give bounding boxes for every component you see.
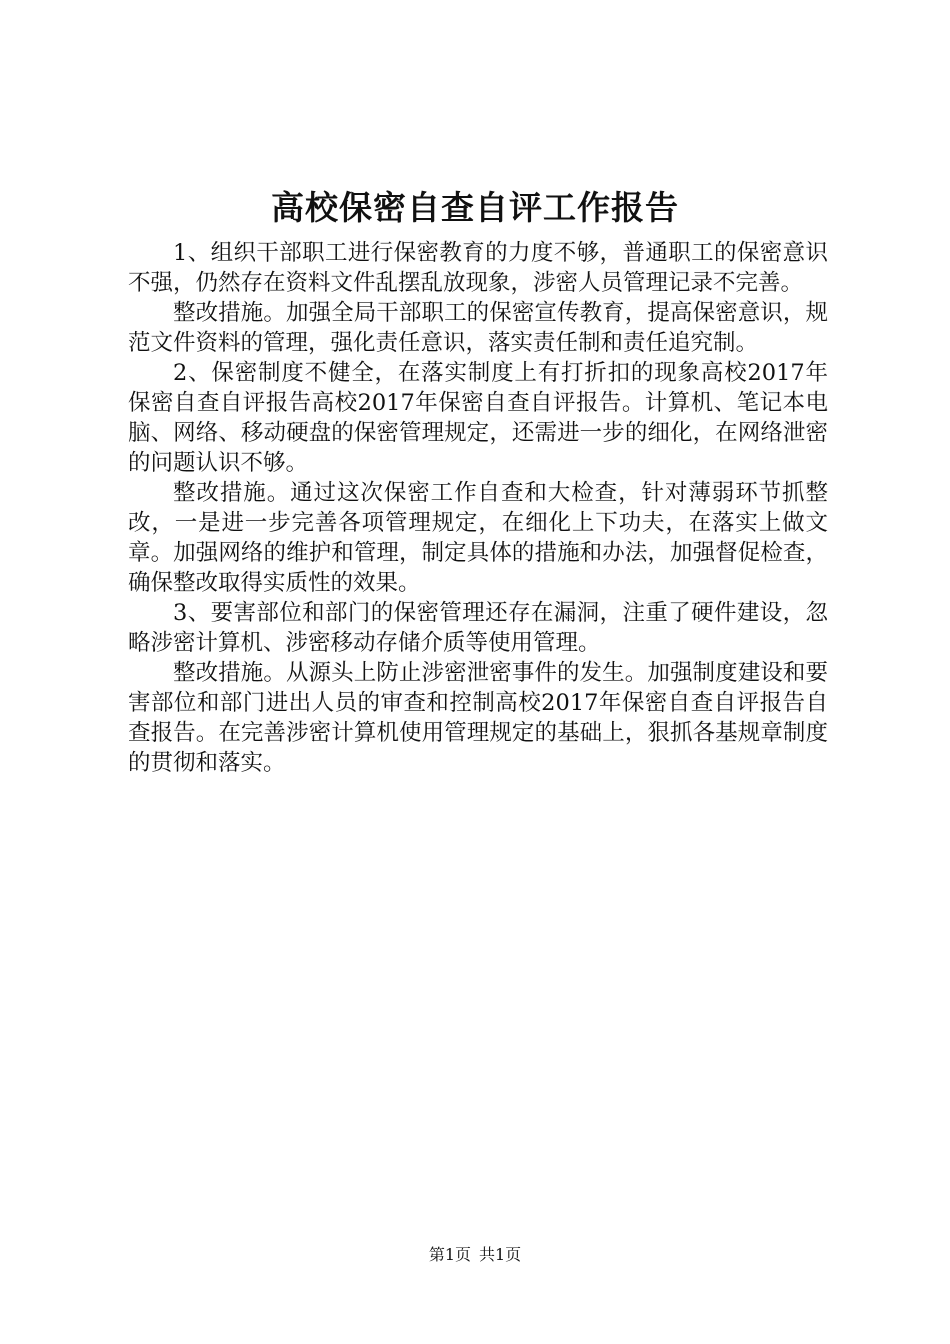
page-footer: [0, 1245, 950, 1265]
paragraph-remedy-3: 整改措施。从源头上防止涉密泄密事件的发生。加强制度建设和要害部位和部门进出人员的审查和控制高校2017年保密自查自评报告自查报告。在完善涉密计算机使用管理规定的基础上，狠抓各基规章制度的贯彻和落实。: [128, 660, 828, 776]
document-title: 高校保密自查自评工作报告: [271, 188, 679, 227]
page-number-total: 共1页: [479, 1245, 522, 1264]
paragraph-remedy-2: 整改措施。通过这次保密工作自查和大检查，针对薄弱环节抓整改，一是进一步完善各项管理规定，在细化上下功夫，在落实上做文章。加强网络的维护和管理，制定具体的措施和办法，加强督促检查，确保整改取得实质性的效果。: [128, 480, 828, 596]
document-body: [128, 238, 828, 778]
paragraph-remedy-1: 整改措施。加强全局干部职工的保密宣传教育，提高保密意识，规范文件资料的管理，强化责任意识，落实责任制和责任追究制。: [128, 300, 828, 356]
page-number-current: 第1页: [428, 1245, 471, 1264]
paragraph-issue-2: 2、保密制度不健全，在落实制度上有打折扣的现象高校2017年保密自查自评报告高校2017年保密自查自评报告。计算机、笔记本电脑、网络、移动硬盘的保密管理规定，还需进一步的细化，在网络泄密的问题认识不够。: [128, 360, 828, 476]
paragraph-issue-1: 1、组织干部职工进行保密教育的力度不够，普通职工的保密意识不强，仍然存在资料文件乱摆乱放现象，涉密人员管理记录不完善。: [128, 240, 828, 296]
paragraph-issue-3: 3、要害部位和部门的保密管理还存在漏洞，注重了硬件建设，忽略涉密计算机、涉密移动存储介质等使用管理。: [128, 600, 828, 656]
